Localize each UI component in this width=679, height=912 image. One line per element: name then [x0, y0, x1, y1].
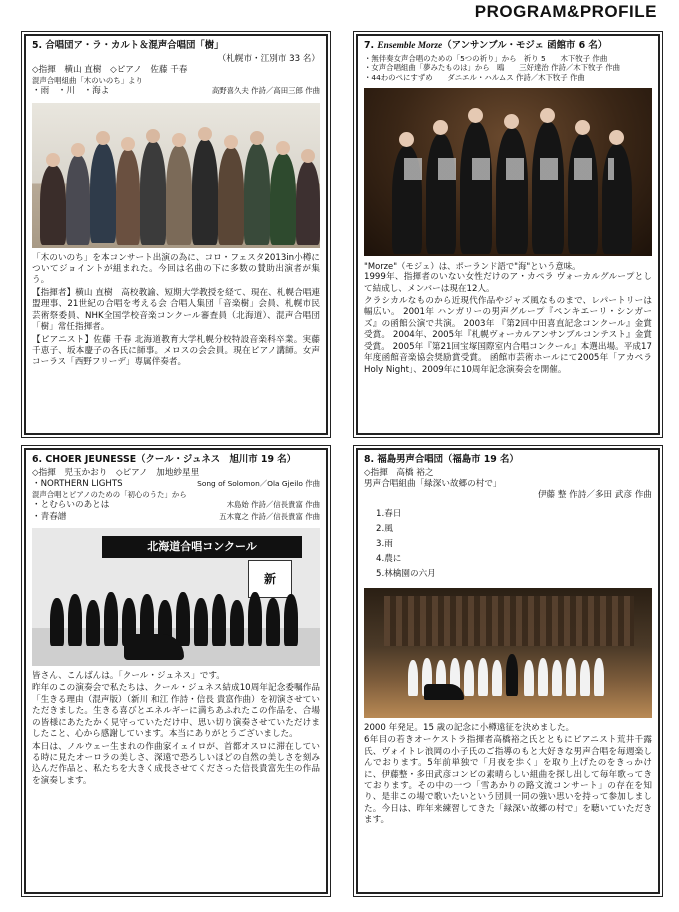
- panel-5-suite: 混声合唱組曲「木のいのち」より: [32, 76, 143, 86]
- panel-6-photo-banner: 北海道合唱コンクール: [102, 536, 302, 558]
- panel-5-choir-a-la-carte: [24, 34, 328, 435]
- panel-5-program-row: [32, 86, 320, 97]
- panel-7-ensemble-name: Ensemble Morze: [377, 41, 443, 51]
- panel-6-song-2: ・とむらいのあとは: [32, 500, 110, 511]
- panel-7-program-line-2: ・女声合唱組曲「夢みたものは」から 鴎 三好達治 作詩／木下牧子 作曲: [364, 63, 620, 73]
- panel-7-program-line-1: ・無伴奏女声合唱のための「5つの祈り」から 祈り 5 木下牧子 作曲: [364, 53, 608, 63]
- panel-7-ensemble-photo: [364, 88, 652, 256]
- panel-8-movement: 5.林檎園の六月: [376, 568, 436, 579]
- panel-6-title: 6. CHOER JEUNESSE（クール・ジュネス 旭川市 19 名）: [32, 454, 296, 465]
- panel-7-history: クラシカルなものから近現代作品やジャズ風なものまで、レパートリーは幅広い。 2001年 ハンガリーの男声グループ『ペンキエーリ・シンガーズ』の函館公演で共演。 2003年 『第2回中田喜直記念コンクール』金賞受賞。 2004年、2005年『札幌ヴォーカルアンサンブルコンテスト』金賞受賞。 2005年『第21回宝塚国際室内合唱コンクール』本選出場。平成17年度函館音楽協会奨励賞受賞。 函館市芸術ホールにて2005年「アカペラHoly Night」、2009年に10周年記念演奏会を開催。: [364, 296, 652, 375]
- panel-7-program-line-3: ・44わのぺにすずめ ダニエル・ハルムス 作詩／木下牧子 作曲: [364, 73, 585, 83]
- panel-6-song-3-row: [32, 512, 320, 523]
- panel-5-location: （札幌市・江別市 33 名）: [217, 53, 320, 64]
- panel-6-song-1-source: 混声合唱とピアノのための「初心のうた」から: [32, 490, 187, 500]
- panel-6-song-1: ・NORTHERN LIGHTS: [32, 478, 123, 489]
- panel-5-title: 5. 合唱団ア・ラ・カルト＆混声合唱団「樹」: [32, 40, 224, 51]
- panel-6-song-3: ・青春譜: [32, 511, 67, 522]
- panel-6-song-3-credit: 五木寛之 作詩／信長貴富 作曲: [219, 511, 320, 521]
- panel-8-fukushima-male-choir: [356, 448, 660, 894]
- page-title: PROGRAM&PROFILE: [474, 2, 657, 21]
- panel-8-movement: 4.農に: [376, 553, 402, 564]
- panel-8-movement: 1.春日: [376, 508, 402, 519]
- panel-5-director: ◇指揮 横山 直樹 ◇ピアノ 佐藤 千春: [32, 64, 188, 75]
- panel-8-director: ◇指揮 高橋 裕之: [364, 467, 434, 478]
- panel-6-choer-jeunesse: [24, 448, 328, 894]
- panel-7-caption: "Morze"（モジェ）は、ポーランド語で"海"という意味。: [364, 261, 581, 272]
- panel-6-song-1-row: [32, 479, 320, 490]
- panel-8-credit: 伊藤 整 作詩／多田 武彦 作曲: [537, 490, 652, 501]
- panel-8-founding: 2000 年発足。15 歳の記念に小樽遠征を決めました。: [364, 722, 575, 733]
- panel-6-greeting: 皆さん、こんばんは。「クール・ジュネス」です。: [32, 671, 225, 682]
- panel-7-title: 7. Ensemble Morze（アンサンブル・モジェ 函館市 6 名）: [364, 40, 608, 51]
- panel-6-director: ◇指揮 児玉かおり ◇ピアノ 加地紗星里: [32, 467, 200, 478]
- panel-8-movement: 3.雨: [376, 538, 393, 549]
- panel-5-conductor-bio: 【指揮者】横山 直樹 高校教諭、短期大学教授を経て、現在、札幌合唱連盟理事、21世紀の合唱を考える会 合唱人集団「音楽樹」会員、札幌市民芸術祭委員、NHK全国学校音楽コンクール審査員（北海道）、混声合唱団「樹」常任指揮者。: [32, 287, 320, 333]
- panel-5-pieces: ・雨 ・川 ・海よ: [32, 86, 110, 97]
- panel-8-history: 6年目の若きオーケストラ指揮者高橋裕之氏とともにピアニスト荒井千露氏、ヴォイトレ浪岡の小子氏のご指導のもと大好きな男声合唱を毎週楽しんでおります。5年前単独で「月夜を歩く」を取り上げたのをきっかけに、伊藤整・多田武彦コンビの素晴らしい組曲を探し出して毎年歌ってきております。その中の一つ「雪あかりの路文流コンサート」の存在を知り、是非この場で歌いたいという団員一同の強い思いを持って参加しました。今日は、昨年来練習してきた「緑深い故郷の村で」を聴いていただきます。: [364, 735, 652, 826]
- panel-6-song-2-credit: 木島始 作詩／信長貴富 作曲: [226, 500, 320, 510]
- panel-8-movement: 2.風: [376, 523, 393, 534]
- panel-6-song-2-row: [32, 500, 320, 511]
- panel-8-title: 8. 福島男声合唱団（福島市 19 名）: [364, 454, 519, 465]
- panel-5-group-photo: [32, 103, 320, 248]
- panel-6-today: 本日は、ノルウェー生まれの作曲家イェイロが、首都オスロに滞在している時に見たオーロラの美しさ、深遠で恐ろしいほどの自然の美しさを刻み込んだ作品と、私たちを大きく成長させてくださった信長貴富先生の作品を演奏します。: [32, 741, 320, 786]
- panel-5-pianist-bio: 【ピアニスト】佐藤 千春 北海道教育大学札幌分校特設音楽科卒業。実藤千恵子、坂本慶子の各氏に師事。メロスの会会員。現在ピアノ講師。女声コーラス「西野フリーデ」専属伴奏者。: [32, 334, 320, 368]
- panel-6-last-year: 昨年のこの演奏会で私たちは、クール・ジュネス結成10周年記念委嘱作品「生きる理由（混声版）（新川 和江 作詩・信長 貴富作曲）を初演させていただきました。生きる喜びとエネルギーに満ちあふれたこの作品を、合場の皆様にあたたかく見守っていただけ中、思い切り演奏させていただけましたこと、心から感謝しています。本当にありがとうございました。: [32, 683, 320, 740]
- panel-7-founding: 1999年、指揮者のいない女性だけのア・カペラ ヴォーカルグループとして結成し、メンバーは現在12人。: [364, 272, 652, 294]
- panel-6-concert-photo: [32, 528, 320, 666]
- panel-5-intro: 「木のいのち」を本コンサート出演の為に、コロ・フェスタ2013in小樽についてジョイントが組まれた。今回は名曲の下に多数の賛助出演者が集う。: [32, 252, 320, 286]
- panel-8-concert-photo: [364, 588, 652, 718]
- panel-5-credit: 高野喜久夫 作詩／高田三郎 作曲: [211, 86, 320, 96]
- panel-6-song-1-credit: Song of Solomon／Ola Gjeilo 作曲: [197, 478, 320, 488]
- panel-6-photo-flag: 新: [248, 560, 292, 598]
- panel-7-ensemble-morze: [356, 34, 660, 435]
- panel-8-suite: 男声合唱組曲「緑深い故郷の村で」: [364, 478, 502, 489]
- panel-8-movement-list: [376, 507, 652, 582]
